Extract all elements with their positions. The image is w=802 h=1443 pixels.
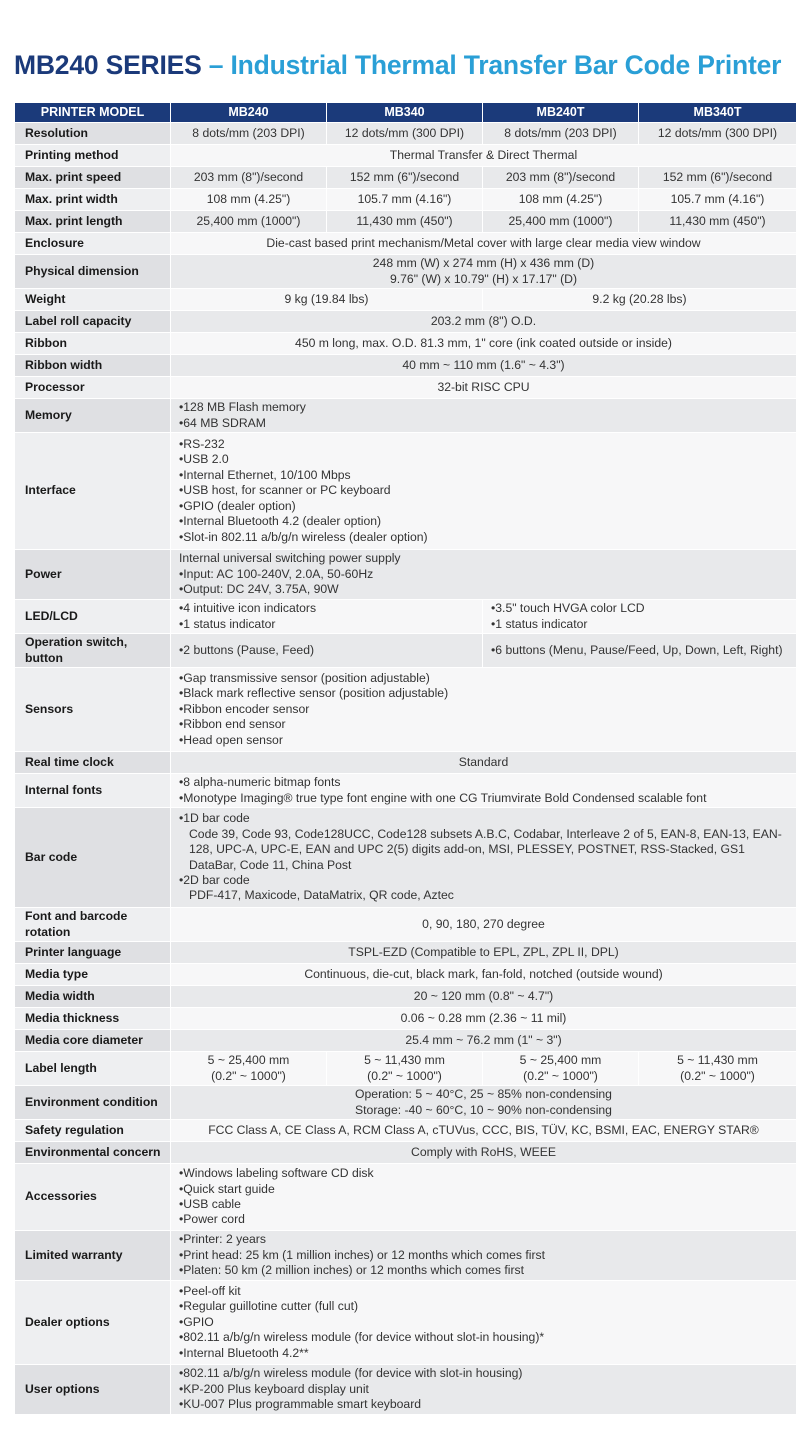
cell-list bbox=[171, 600, 483, 634]
cell-value: Continuous, die-cut, black mark, fan-fold, notched (outside wound) bbox=[171, 964, 797, 986]
cell-list bbox=[171, 550, 797, 600]
list-item: • Internal Bluetooth 4.2** bbox=[179, 1346, 792, 1361]
cell-list bbox=[483, 634, 797, 668]
list-item: • 4 intuitive icon indicators bbox=[179, 601, 478, 616]
row-label: LED/LCD bbox=[15, 600, 171, 634]
row-label: Max. print width bbox=[15, 189, 171, 211]
row-ribbon bbox=[15, 333, 797, 355]
row-led-lcd bbox=[15, 600, 797, 634]
cell-value: Comply with RoHS, WEEE bbox=[171, 1142, 797, 1164]
row-enclosure bbox=[15, 233, 797, 255]
row-label: Ribbon width bbox=[15, 355, 171, 377]
cell-value bbox=[327, 1052, 483, 1086]
length-mm: 5 ~ 25,400 mm bbox=[207, 1053, 290, 1068]
row-memory bbox=[15, 399, 797, 433]
row-media-type bbox=[15, 964, 797, 986]
length-mm: 5 ~ 25,400 mm bbox=[519, 1053, 602, 1068]
list-item: • 1 status indicator bbox=[179, 617, 478, 632]
list-item: • Windows labeling software CD disk bbox=[179, 1166, 792, 1181]
list-item: • Monotype Imaging® true type font engine with one CG Triumvirate Bold Condensed scalable font bbox=[179, 791, 792, 806]
env-storage: Storage: -40 ~ 60°C, 10 ~ 90% non-condensing bbox=[355, 1102, 612, 1117]
row-label: Operation switch, button bbox=[15, 634, 171, 668]
row-print-speed bbox=[15, 167, 797, 189]
cell-value: 20 ~ 120 mm (0.8" ~ 4.7") bbox=[171, 986, 797, 1008]
list-item: • 128 MB Flash memory bbox=[179, 400, 792, 415]
row-weight bbox=[15, 289, 797, 311]
list-item: • Output: DC 24V, 3.75A, 90W bbox=[179, 582, 792, 597]
list-item: • 1 status indicator bbox=[491, 617, 792, 632]
cell-value: 8 dots/mm (203 DPI) bbox=[483, 123, 639, 145]
cell-value: 8 dots/mm (203 DPI) bbox=[171, 123, 327, 145]
cell-value: 152 mm (6")/second bbox=[639, 167, 797, 189]
list-item: • Print head: 25 km (1 million inches) or 12 months which comes first bbox=[179, 1248, 792, 1263]
cell-list bbox=[171, 1281, 797, 1365]
list-item: • USB 2.0 bbox=[179, 452, 792, 467]
list-item: • KU-007 Plus programmable smart keyboard bbox=[179, 1397, 792, 1412]
row-label: Power bbox=[15, 550, 171, 600]
list-item: • Gap transmissive sensor (position adjustable) bbox=[179, 671, 792, 686]
cell-value: 40 mm ~ 110 mm (1.6" ~ 4.3") bbox=[171, 355, 797, 377]
list-item: • Peel-off kit bbox=[179, 1284, 792, 1299]
row-warranty bbox=[15, 1231, 797, 1281]
row-label: Media core diameter bbox=[15, 1030, 171, 1052]
cell-value: 25,400 mm (1000") bbox=[483, 211, 639, 233]
cell-value: 0, 90, 180, 270 degree bbox=[171, 908, 797, 942]
row-label: Ribbon bbox=[15, 333, 171, 355]
list-item: • 2 buttons (Pause, Feed) bbox=[179, 643, 478, 658]
cell-list bbox=[171, 399, 797, 433]
page-title bbox=[14, 50, 781, 81]
length-inch: (0.2" ~ 1000") bbox=[367, 1068, 442, 1083]
length-inch: (0.2" ~ 1000") bbox=[680, 1068, 755, 1083]
list-item: • 8 alpha-numeric bitmap fonts bbox=[179, 775, 792, 790]
cell-value: 25.4 mm ~ 76.2 mm (1" ~ 3") bbox=[171, 1030, 797, 1052]
row-label: Enclosure bbox=[15, 233, 171, 255]
row-label: Media type bbox=[15, 964, 171, 986]
list-item: • Ribbon end sensor bbox=[179, 717, 792, 732]
row-label: Max. print speed bbox=[15, 167, 171, 189]
row-label: Font and barcode rotation bbox=[15, 908, 171, 942]
series-name: MB240 SERIES bbox=[14, 50, 202, 80]
row-sensors bbox=[15, 668, 797, 752]
cell-value: 105.7 mm (4.16") bbox=[639, 189, 797, 211]
row-ribbon-width bbox=[15, 355, 797, 377]
cell-value: 203 mm (8")/second bbox=[483, 167, 639, 189]
list-item: • Internal Bluetooth 4.2 (dealer option) bbox=[179, 514, 792, 529]
title-subtitle: Industrial Thermal Transfer Bar Code Printer bbox=[230, 50, 782, 80]
row-label: Dealer options bbox=[15, 1281, 171, 1365]
cell-value: Die-cast based print mechanism/Metal cover with large clear media view window bbox=[171, 233, 797, 255]
row-label: Resolution bbox=[15, 123, 171, 145]
row-print-width bbox=[15, 189, 797, 211]
cell-value: FCC Class A, CE Class A, RCM Class A, cTUVus, CCC, BIS, TÜV, KC, BSMI, EAC, ENERGY STAR® bbox=[171, 1120, 797, 1142]
row-label: Internal fonts bbox=[15, 774, 171, 808]
cell-value: 32-bit RISC CPU bbox=[171, 377, 797, 399]
spec-table bbox=[14, 102, 797, 1415]
row-env-concern bbox=[15, 1142, 797, 1164]
list-item: • Power cord bbox=[179, 1212, 792, 1227]
cell-value: 203.2 mm (8") O.D. bbox=[171, 311, 797, 333]
cell-value: 12 dots/mm (300 DPI) bbox=[639, 123, 797, 145]
header-model: MB340T bbox=[639, 103, 797, 123]
row-media-thickness bbox=[15, 1008, 797, 1030]
list-item: • Regular guillotine cutter (full cut) bbox=[179, 1299, 792, 1314]
row-safety bbox=[15, 1120, 797, 1142]
list-item: • RS-232 bbox=[179, 437, 792, 452]
row-label-length bbox=[15, 1052, 797, 1086]
row-label: Safety regulation bbox=[15, 1120, 171, 1142]
list-item: • Platen: 50 km (2 million inches) or 12 months which comes first bbox=[179, 1263, 792, 1278]
list-item: • GPIO (dealer option) bbox=[179, 499, 792, 514]
row-media-width bbox=[15, 986, 797, 1008]
cell-value: 108 mm (4.25") bbox=[171, 189, 327, 211]
row-interface bbox=[15, 433, 797, 550]
cell-list bbox=[171, 1231, 797, 1281]
cell-value: 11,430 mm (450") bbox=[327, 211, 483, 233]
list-item: • Ribbon encoder sensor bbox=[179, 702, 792, 717]
cell-list bbox=[483, 600, 797, 634]
row-processor bbox=[15, 377, 797, 399]
list-item: • 802.11 a/b/g/n wireless module (for device with slot-in housing) bbox=[179, 1366, 792, 1381]
row-label: Physical dimension bbox=[15, 255, 171, 289]
row-label: Limited warranty bbox=[15, 1231, 171, 1281]
dimension-imperial: 9.76" (W) x 10.79" (H) x 17.17" (D) bbox=[389, 271, 578, 286]
cell-value bbox=[171, 1086, 797, 1120]
cell-value: 11,430 mm (450") bbox=[639, 211, 797, 233]
row-label: Real time clock bbox=[15, 752, 171, 774]
row-label: Sensors bbox=[15, 668, 171, 752]
row-label: Printer language bbox=[15, 942, 171, 964]
cell-list bbox=[171, 668, 797, 752]
cell-value: TSPL-EZD (Compatible to EPL, ZPL, ZPL II, DPL) bbox=[171, 942, 797, 964]
cell-list bbox=[171, 634, 483, 668]
cell-value: 105.7 mm (4.16") bbox=[327, 189, 483, 211]
length-inch: (0.2" ~ 1000") bbox=[523, 1068, 598, 1083]
cell-value bbox=[171, 1052, 327, 1086]
row-label: Bar code bbox=[15, 808, 171, 908]
cell-value: 0.06 ~ 0.28 mm (2.36 ~ 11 mil) bbox=[171, 1008, 797, 1030]
row-label: Environment condition bbox=[15, 1086, 171, 1120]
row-language bbox=[15, 942, 797, 964]
row-rtc bbox=[15, 752, 797, 774]
row-operation bbox=[15, 634, 797, 668]
row-dimension bbox=[15, 255, 797, 289]
header-model-label: PRINTER MODEL bbox=[15, 103, 171, 123]
cell-value: 9.2 kg (20.28 lbs) bbox=[483, 289, 797, 311]
row-label: Printing method bbox=[15, 145, 171, 167]
cell-value: 152 mm (6")/second bbox=[327, 167, 483, 189]
row-media-core bbox=[15, 1030, 797, 1052]
list-item: • GPIO bbox=[179, 1315, 792, 1330]
cell-list bbox=[171, 1164, 797, 1231]
list-item: • 802.11 a/b/g/n wireless module (for device without slot-in housing)* bbox=[179, 1330, 792, 1345]
length-mm: 5 ~ 11,430 mm bbox=[364, 1053, 445, 1068]
cell-value: Thermal Transfer & Direct Thermal bbox=[171, 145, 797, 167]
list-item: • USB cable bbox=[179, 1197, 792, 1212]
header-model: MB340 bbox=[327, 103, 483, 123]
list-item: • USB host, for scanner or PC keyboard bbox=[179, 483, 792, 498]
row-dealer bbox=[15, 1281, 797, 1365]
row-label: User options bbox=[15, 1365, 171, 1415]
cell-value bbox=[171, 255, 797, 289]
row-user-options bbox=[15, 1365, 797, 1415]
list-item: • Quick start guide bbox=[179, 1182, 792, 1197]
cell-list bbox=[171, 433, 797, 550]
env-operation: Operation: 5 ~ 40°C, 25 ~ 85% non-condensing bbox=[355, 1087, 612, 1102]
header-model: MB240 bbox=[171, 103, 327, 123]
list-item: • 1D bar code bbox=[179, 811, 792, 826]
row-label: Processor bbox=[15, 377, 171, 399]
row-power bbox=[15, 550, 797, 600]
cell-value bbox=[639, 1052, 797, 1086]
dimension-metric: 248 mm (W) x 274 mm (H) x 436 mm (D) bbox=[372, 256, 595, 271]
row-label: Label length bbox=[15, 1052, 171, 1086]
cell-list bbox=[171, 808, 797, 908]
row-barcode bbox=[15, 808, 797, 908]
list-item: • 64 MB SDRAM bbox=[179, 416, 792, 431]
cell-value: 108 mm (4.25") bbox=[483, 189, 639, 211]
list-item: • 2D bar code bbox=[179, 873, 792, 888]
power-intro: Internal universal switching power supply bbox=[179, 551, 401, 566]
barcode-1d-list: Code 39, Code 93, Code128UCC, Code128 subsets A.B.C, Codabar, Interleave 2 of 5, EAN-8, EAN-13, EAN-128, UPC-A, UPC-E, EAN and UPC 2(5) digits add-on, MSI, PLESSEY, POSTNET, RSS-Stacked, GS1 DataBar, Code 11, China Post bbox=[189, 826, 782, 872]
cell-value: 25,400 mm (1000") bbox=[171, 211, 327, 233]
cell-value bbox=[483, 1052, 639, 1086]
header-model: MB240T bbox=[483, 103, 639, 123]
row-label: Environmental concern bbox=[15, 1142, 171, 1164]
length-mm: 5 ~ 11,430 mm bbox=[677, 1053, 758, 1068]
row-rotation bbox=[15, 908, 797, 942]
cell-value: Standard bbox=[171, 752, 797, 774]
list-item: • Head open sensor bbox=[179, 733, 792, 748]
row-fonts bbox=[15, 774, 797, 808]
row-label: Memory bbox=[15, 399, 171, 433]
title-dash: – bbox=[201, 50, 231, 80]
barcode-2d-list: PDF-417, Maxicode, DataMatrix, QR code, Aztec bbox=[189, 888, 454, 903]
cell-value: 12 dots/mm (300 DPI) bbox=[327, 123, 483, 145]
header-row bbox=[15, 103, 797, 123]
cell-value: 203 mm (8")/second bbox=[171, 167, 327, 189]
cell-list bbox=[171, 1365, 797, 1415]
cell-list bbox=[171, 774, 797, 808]
list-item: • Input: AC 100-240V, 2.0A, 50-60Hz bbox=[179, 567, 792, 582]
list-item: • 3.5" touch HVGA color LCD bbox=[491, 601, 792, 616]
row-label: Media thickness bbox=[15, 1008, 171, 1030]
list-item: • Internal Ethernet, 10/100 Mbps bbox=[179, 468, 792, 483]
list-item: • Slot-in 802.11 a/b/g/n wireless (dealer option) bbox=[179, 530, 792, 545]
list-item: • Printer: 2 years bbox=[179, 1232, 792, 1247]
row-accessories bbox=[15, 1164, 797, 1231]
row-print-length bbox=[15, 211, 797, 233]
length-inch: (0.2" ~ 1000") bbox=[211, 1068, 286, 1083]
row-label: Max. print length bbox=[15, 211, 171, 233]
row-resolution bbox=[15, 123, 797, 145]
list-item: • KP-200 Plus keyboard display unit bbox=[179, 1382, 792, 1397]
row-label: Media width bbox=[15, 986, 171, 1008]
row-label: Accessories bbox=[15, 1164, 171, 1231]
row-environment bbox=[15, 1086, 797, 1120]
list-item: • Black mark reflective sensor (position adjustable) bbox=[179, 686, 792, 701]
cell-value: 9 kg (19.84 lbs) bbox=[171, 289, 483, 311]
cell-value: 450 m long, max. O.D. 81.3 mm, 1" core (ink coated outside or inside) bbox=[171, 333, 797, 355]
row-printing-method bbox=[15, 145, 797, 167]
list-item: • 6 buttons (Menu, Pause/Feed, Up, Down, Left, Right) bbox=[491, 643, 792, 658]
row-label: Weight bbox=[15, 289, 171, 311]
row-label-roll bbox=[15, 311, 797, 333]
row-label: Label roll capacity bbox=[15, 311, 171, 333]
row-label: Interface bbox=[15, 433, 171, 550]
